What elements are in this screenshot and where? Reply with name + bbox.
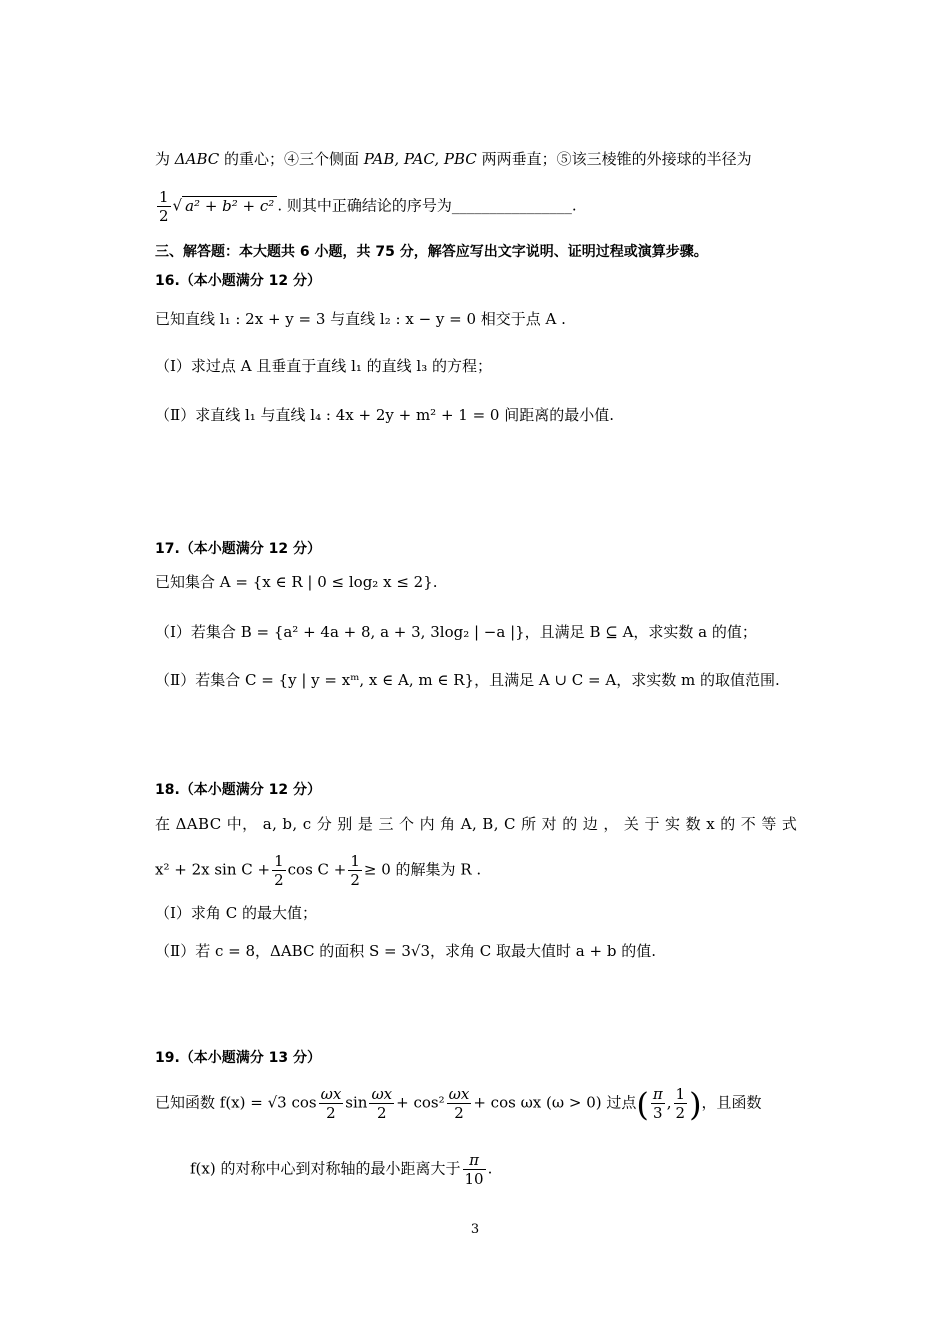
q16-part1: （Ⅰ）求过点 A 且垂直于直线 l₁ 的直线 l₃ 的方程；	[155, 357, 492, 375]
q19-function: 已知函数 f(x) = √3 cos $\frac{\omega x}{2}$ sin $\frac{\omega x}{2}$ + cos² $\frac{\omega x}{2}$ + cos ωx (ω > 0) 过点( $\frac{\pi}{3}$ , $\frac{1}{2}$ )，且函数	[155, 1085, 762, 1124]
text: ，且函数	[701, 1093, 762, 1112]
fraction-half: $\frac{1}{2}$	[675, 1085, 686, 1122]
q16-heading: 16.（本小题满分 12 分）	[155, 273, 322, 289]
right-paren: )	[689, 1085, 702, 1124]
text: f(x) 的对称中心到对称轴的最小距离大于	[190, 1159, 461, 1178]
text: cos C +	[287, 860, 347, 879]
text: 已知函数 f(x) = √3 cos	[155, 1093, 317, 1112]
fraction-half: $\frac{1}{2}$	[350, 852, 360, 889]
text: + cos²	[396, 1093, 445, 1112]
text: + cos ωx (ω > 0) 过点	[473, 1093, 637, 1112]
q19-heading: 19.（本小题满分 13 分）	[155, 1050, 322, 1066]
q18-inequality	[155, 852, 481, 889]
fraction-wx-2: $\frac{\omega x}{2}$	[371, 1085, 393, 1122]
text: 两两垂直；⑤该三棱锥的外接球的半径为	[476, 150, 752, 168]
fraction-pi-10: $\frac{\pi}{10}$	[464, 1151, 484, 1188]
q18-part1: （Ⅰ）求角 C 的最大值；	[155, 904, 317, 922]
q16-part2: （Ⅱ）求直线 l₁ 与直线 l₄ : 4x + 2y + m² + 1 = 0 间距离的最小值.	[155, 406, 615, 424]
fraction-wx-2: $\frac{\omega x}{2}$	[448, 1085, 470, 1122]
left-paren: (	[636, 1085, 649, 1124]
fraction-half: $\frac{1}{2}$	[159, 188, 169, 225]
q17-intro: 已知集合 A = {x ∈ R | 0 ≤ log₂ x ≤ 2}.	[155, 573, 438, 591]
text: 为	[155, 150, 175, 168]
triangle-symbol: ΔABC	[174, 150, 220, 168]
q18-part2: （Ⅱ）若 c = 8，ΔABC 的面积 S = 3√3，求角 C 取最大值时 a + b 的值.	[155, 942, 656, 960]
page-number: 3	[470, 1222, 480, 1237]
top-line-1	[155, 148, 752, 170]
q19-line2	[190, 1151, 492, 1188]
q18-heading: 18.（本小题满分 12 分）	[155, 782, 322, 798]
q18-intro: 在 ΔABC 中， a, b, c 分 别 是 三 个 内 角 A, B, C 所 对 的 边 ， 关 于 实 数 x 的 不 等 式	[155, 815, 798, 833]
q17-part2: （Ⅱ）若集合 C = {y | y = xᵐ, x ∈ A, m ∈ R}，且满足 A ∪ C = A，求实数 m 的取值范围.	[155, 671, 780, 689]
text: x² + 2x sin C +	[155, 860, 271, 879]
radicand: a² + b² + c²	[182, 196, 277, 215]
fraction-wx-2: $\frac{\omega x}{2}$	[320, 1085, 342, 1122]
q17-heading: 17.（本小题满分 12 分）	[155, 541, 322, 557]
q16-intro: 已知直线 l₁ : 2x + y = 3 与直线 l₂ : x − y = 0 相交于点 A .	[155, 310, 566, 328]
faces-symbol: PAB, PAC, PBC	[363, 150, 477, 168]
text: ≥ 0 的解集为 R .	[363, 860, 482, 879]
text: . 则其中正确结论的序号为________________.	[277, 196, 577, 215]
fraction-pi-3: $\frac{\pi}{3}$	[652, 1085, 663, 1122]
q17-part1: （Ⅰ）若集合 B = {a² + 4a + 8, a + 3, 3log₂ | −a |}，且满足 B ⊆ A，求实数 a 的值；	[155, 623, 757, 641]
text: 的重心；④三个侧面	[219, 150, 364, 168]
section-three-heading: 三、解答题：本大题共 6 小题，共 75 分，解答应写出文字说明、证明过程或演算步骤。	[155, 244, 708, 260]
text: sin	[345, 1093, 368, 1112]
fraction-half: $\frac{1}{2}$	[274, 852, 284, 889]
text: .	[487, 1159, 493, 1178]
top-line-2: $\frac{1}{2}$ √ a² + b² + c² . 则其中正确结论的序号为________________.	[159, 188, 577, 225]
